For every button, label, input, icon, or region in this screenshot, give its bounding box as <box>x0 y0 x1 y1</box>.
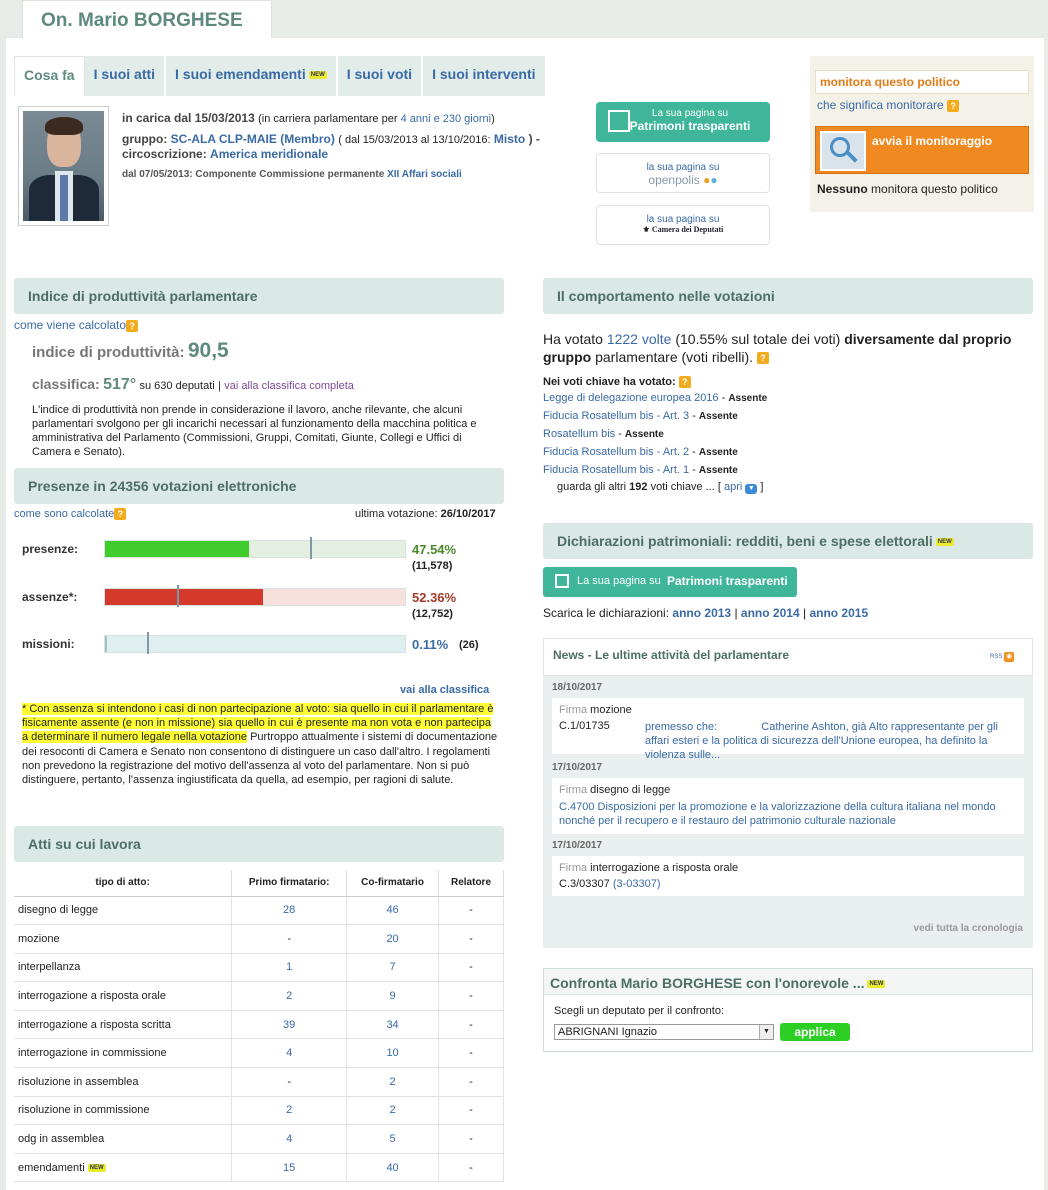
assenze-bar <box>104 588 406 606</box>
atti-header: Atti su cui lavora <box>14 826 504 862</box>
presenze-average-marker <box>310 537 312 559</box>
index-label: indice di produttività: <box>32 344 185 361</box>
presenze-how <box>14 508 126 520</box>
nessuno: Nessuno <box>817 182 868 196</box>
intro-post: parlamentare (voti ribelli). <box>595 349 754 365</box>
productivity-header: Indice di produttività parlamentare <box>14 278 504 314</box>
table-row <box>14 896 504 925</box>
table-row <box>14 982 504 1011</box>
confronto-label: Scegli un deputato per il confronto: <box>554 1005 725 1017</box>
atto-tipo: mozione <box>14 925 232 954</box>
carriera-link[interactable]: 4 anni e 230 giorni <box>400 113 492 125</box>
missioni-label: missioni: <box>22 637 75 651</box>
chevron-down-icon: ▼ <box>759 1025 773 1039</box>
profile-tabs <box>14 56 547 96</box>
monitor-count <box>817 182 998 196</box>
gruppo-label: gruppo: <box>122 132 168 146</box>
rss-link[interactable]: RSS ◉ <box>990 653 1013 660</box>
voti-chiave-list <box>543 392 767 482</box>
atti-table <box>14 870 504 1182</box>
politician-photo <box>18 106 109 226</box>
atto-relatore: - <box>439 896 504 925</box>
news-code: C.1/01735 <box>559 720 610 732</box>
circoscrizione-label: circoscrizione: <box>122 147 207 161</box>
list-item: Fiducia Rosatellum bis - Art. 3 - Assente <box>543 410 738 422</box>
tab-voti[interactable] <box>338 56 423 96</box>
voto-chiave-link[interactable]: Legge di delegazione europea 2016 <box>543 392 719 404</box>
commissione-text: dal 07/05/2013: Componente Commissione permanente <box>122 169 385 180</box>
chevron-down-icon[interactable]: ▼ <box>745 484 757 494</box>
help-icon[interactable]: ? <box>679 376 691 388</box>
profile-info <box>122 111 582 180</box>
atto-tipo: risoluzione in commissione <box>14 1096 232 1125</box>
presenze-bar <box>104 540 406 558</box>
footnote-rest: Purtroppo attualmente i sistemi di documentazione dei resoconti di Camera e Senato non consentono di distinguere un caso dall'altro. I regolamenti non prevedono la registrazione del motivo dell'assenza al voto del parlamentare. Non si può distinguere, pertanto, l'assenza ingiustificata da quella, ad esempio, per ragioni di salute. <box>22 731 498 787</box>
table-row <box>14 1039 504 1068</box>
atto-relatore: - <box>439 1096 504 1125</box>
atto-tipo: risoluzione in assemblea <box>14 1068 232 1097</box>
productivity-how <box>14 318 138 332</box>
col-relatore: Relatore <box>439 870 504 896</box>
atto-co[interactable]: 20 <box>347 925 439 954</box>
rss-icon: ◉ <box>1005 653 1013 660</box>
table-row <box>14 1125 504 1154</box>
voto-chiave-link[interactable]: Fiducia Rosatellum bis - Art. 1 <box>543 464 690 476</box>
voto-chiave-link[interactable]: Rosatellum bis <box>543 428 616 440</box>
news-date: 18/10/2017 <box>552 682 603 693</box>
atto-primo[interactable]: 1 <box>232 953 347 982</box>
dichiarazioni-anni: Scarica le dichiarazioni: anno 2013 | anno 2014 | anno 2015 <box>543 606 869 620</box>
assenze-count: (12,752) <box>412 608 453 620</box>
presenze-count: (11,578) <box>412 560 453 572</box>
help-icon[interactable]: ? <box>947 100 959 112</box>
voti-ribelli-link[interactable]: 1222 volte <box>606 331 672 347</box>
news-date: 17/10/2017 <box>552 840 603 851</box>
separator: | <box>218 380 221 392</box>
atto-co[interactable]: 10 <box>347 1039 439 1068</box>
help-icon[interactable]: ? <box>126 320 138 332</box>
atto-relatore: - <box>439 925 504 954</box>
missioni-average-marker <box>147 632 149 654</box>
anno-2015-link[interactable]: anno 2015 <box>809 606 869 620</box>
camera-logo-icon: ⚜ <box>642 225 650 234</box>
news-link[interactable]: C.4700 Disposizioni per la promozione e la valorizzazione della cultura italiana nel mondo nonché per il recupero e il restauro del patrimonio culturale nazionale <box>559 801 996 827</box>
classifica-completa-link[interactable]: vai alla classifica completa <box>224 380 354 392</box>
table-row <box>14 1153 504 1182</box>
news-box <box>543 638 1033 948</box>
voto-chiave-value: Assente <box>698 465 738 476</box>
tab-interventi[interactable] <box>423 56 546 96</box>
rank-total: su 630 deputati <box>139 380 215 392</box>
list-item: Fiducia Rosatellum bis - Art. 1 - Assente <box>543 464 738 476</box>
presenze-footnote <box>22 702 498 787</box>
productivity-rank <box>32 376 354 394</box>
gruppo-close: ) - <box>528 132 540 146</box>
atto-co[interactable]: 46 <box>347 896 439 925</box>
come-calcolato-link[interactable]: come viene calcolato <box>14 318 127 332</box>
atto-tipo: emendamenti NEW <box>14 1153 232 1182</box>
productivity-index <box>32 339 229 363</box>
voto-chiave-value: Assente <box>624 429 664 440</box>
new-badge: NEW <box>937 539 952 546</box>
presenze-pct: 47.54% <box>412 542 457 557</box>
classifica-link-wrap <box>400 684 489 696</box>
atto-relatore: - <box>439 1010 504 1039</box>
atto-relatore: - <box>439 982 504 1011</box>
votazioni-intro <box>543 330 1029 366</box>
others-count: 192 <box>629 481 648 493</box>
missioni-count: (26) <box>459 639 479 651</box>
voto-chiave-value: Assente <box>698 411 738 422</box>
list-item: Legge di delegazione europea 2016 - Assente <box>543 392 768 404</box>
atto-tipo: interpellanza <box>14 953 232 982</box>
atto-primo: - <box>232 1068 347 1097</box>
atto-tipo: odg in assemblea <box>14 1125 232 1154</box>
atto-co[interactable]: 9 <box>347 982 439 1011</box>
tab-label: I suoi interventi <box>432 66 536 82</box>
in-carica: in carica dal 15/03/2013 <box>122 111 255 125</box>
anno-2014-link[interactable]: anno 2014 <box>740 606 800 620</box>
btn-t2: Patrimoni trasparenti <box>667 574 788 588</box>
table-row <box>14 1096 504 1125</box>
magnifier-icon <box>820 131 866 171</box>
openpolis-t2: openpolis <box>648 173 700 187</box>
politician-name: On. Mario BORGHESE <box>41 10 243 31</box>
col-co: Co-firmatario <box>347 870 439 896</box>
applica-button[interactable]: applica <box>780 1023 850 1041</box>
presenze-bar-fill <box>105 541 249 557</box>
tab-cosa-fa[interactable] <box>14 56 85 96</box>
table-row <box>14 925 504 954</box>
atto-tipo: interrogazione in commissione <box>14 1039 232 1068</box>
tab-emendamenti[interactable] <box>166 56 338 96</box>
cronologia-link[interactable]: vedi tutta la cronologia <box>913 923 1023 934</box>
intro-bold: diversamente dal proprio gruppo <box>543 331 1012 365</box>
last-vote-date: 26/10/2017 <box>440 508 496 520</box>
votazioni-header: Il comportamento nelle votazioni <box>543 278 1033 314</box>
camera-t1: la sua pagina su <box>646 214 720 225</box>
gruppo-link[interactable]: SC-ALA CLP-MAIE (Membro) <box>170 132 335 146</box>
atto-co[interactable]: 7 <box>347 953 439 982</box>
table-row <box>14 1068 504 1097</box>
atto-relatore: - <box>439 1068 504 1097</box>
avvia-monitoraggio-button[interactable] <box>815 126 1029 174</box>
news-item: Firma interrogazione a risposta orale C.3/03307 (3-03307) <box>552 856 1024 896</box>
list-item: Rosatellum bis - Assente <box>543 428 664 440</box>
atto-primo: - <box>232 925 347 954</box>
atto-relatore: - <box>439 953 504 982</box>
help-icon[interactable]: ? <box>114 508 126 520</box>
patrimoni-t1: La sua pagina su <box>651 108 729 119</box>
atto-tipo: disegno di legge <box>14 896 232 925</box>
table-row <box>14 953 504 982</box>
rank-value: 517° <box>103 376 137 393</box>
cube-icon <box>608 110 630 132</box>
voti-chiave-others: guarda gli altri 192 voti chiave ... [ apri ▼ ] <box>557 481 764 493</box>
monitor-what-link[interactable]: che significa monitorare <box>817 98 944 112</box>
dichiarazioni-header: Dichiarazioni patrimoniali: redditi, beni e spese elettorali NEW <box>543 523 1033 559</box>
tab-atti[interactable] <box>85 56 166 96</box>
voto-chiave-value: Assente <box>728 393 768 404</box>
presenze-header: Presenze in 24356 votazioni elettroniche <box>14 468 504 504</box>
camera-t2: Camera dei Deputati <box>651 225 724 234</box>
circoscrizione-link[interactable]: America meridionale <box>210 147 329 161</box>
voto-chiave-link[interactable]: Fiducia Rosatellum bis - Art. 3 <box>543 410 690 422</box>
deputato-selected: ABRIGNANI Ignazio <box>558 1026 658 1038</box>
atto-tipo: interrogazione a risposta orale <box>14 982 232 1011</box>
atto-relatore: - <box>439 1153 504 1182</box>
atto-co[interactable]: 34 <box>347 1010 439 1039</box>
apri-link[interactable]: apri <box>723 481 743 493</box>
news-link[interactable]: (3-03307) <box>612 878 661 890</box>
intro-mid: (10.55% sul totale dei voti) <box>675 331 841 347</box>
intro-pre: Ha votato <box>543 331 603 347</box>
monitor-title: monitora questo politico <box>815 70 1029 94</box>
atto-primo[interactable]: 28 <box>232 896 347 925</box>
confronto-header: Confronta Mario BORGHESE con l'onorevole ... <box>550 975 865 991</box>
news-link[interactable]: premesso che: Catherine Ashton, già Alto rappresentante per gli affari esteri e la politica di sicurezza dell'Unione europea, ha definito la violenza sulle... <box>645 721 998 761</box>
voto-chiave-link[interactable]: Fiducia Rosatellum bis - Art. 2 <box>543 446 690 458</box>
voto-chiave-value: Assente <box>698 447 738 458</box>
camera-button[interactable] <box>596 205 770 245</box>
list-item: Fiducia Rosatellum bis - Art. 2 - Assente <box>543 446 738 458</box>
col-tipo: tipo di atto: <box>14 870 232 896</box>
deputato-select[interactable] <box>554 1024 774 1040</box>
news-item: Firma mozione C.1/01735 premesso che: Catherine Ashton, già Alto rappresentante per gli affari esteri e la politica di sicurezza dell'Unione europea, ha definito la violenza sulle... <box>552 698 1024 754</box>
confronto-box <box>543 968 1033 1052</box>
assenze-label: assenze*: <box>22 590 78 604</box>
news-item: Firma disegno di legge C.4700 Disposizioni per la promozione e la valorizzazione della cultura italiana nel mondo nonché per il recupero e il restauro del patrimonio culturale nazionale <box>552 778 1024 834</box>
assenze-pct: 52.36% <box>412 590 457 605</box>
come-calcolate-link[interactable]: come sono calcolate <box>14 508 115 520</box>
patrimoni-button[interactable] <box>596 102 770 142</box>
new-badge: NEW <box>869 981 884 988</box>
gruppo-prev-link[interactable]: Misto <box>493 132 526 146</box>
productivity-note: L'indice di produttività non prende in considerazione il lavoro, anche rilevante, che alcuni parlamentari svolgono per gli incarichi necessari al funzionamento della macchina politica e amministrativa del Parlamento (Commissioni, Gruppi, Comitati, Giunte, Collegi e Uffici di Camera e Senato). <box>32 404 477 458</box>
col-primo: Primo firmatario: <box>232 870 347 896</box>
tab-label: I suoi voti <box>346 66 413 82</box>
atto-relatore: - <box>439 1039 504 1068</box>
atto-primo[interactable]: 15 <box>232 1153 347 1182</box>
missioni-pct: 0.11% <box>412 637 449 652</box>
gruppo-range: ( dal 15/03/2013 al 13/10/2016: <box>338 134 491 146</box>
missioni-bar <box>104 635 406 653</box>
atto-primo[interactable]: 2 <box>232 982 347 1011</box>
politician-name-tab <box>22 0 272 38</box>
atto-primo[interactable]: 39 <box>232 1010 347 1039</box>
openpolis-button[interactable]: la sua pagina su openpolis ●● <box>596 153 770 193</box>
cube-icon <box>555 574 569 588</box>
missioni-bar-fill <box>105 636 107 652</box>
vai-classifica-link[interactable]: vai alla classifica <box>400 684 490 696</box>
help-icon[interactable]: ? <box>757 352 769 364</box>
openpolis-t1: la sua pagina su <box>646 162 720 173</box>
monitor-help <box>817 98 959 112</box>
rank-label: classifica: <box>32 376 100 392</box>
atto-primo[interactable]: 4 <box>232 1039 347 1068</box>
assenze-bar-fill <box>105 589 263 605</box>
tab-label: I suoi emendamenti <box>175 66 306 82</box>
carriera: (in carriera parlamentare per 4 anni e 230 giorni) <box>258 113 495 125</box>
footnote-highlight: * Con assenza si intendono i casi di non partecipazione al voto: sia quello in cui il parlamentare è fisicamente assente (e non in missione) sia quello in cui è presente ma non vota e non partecipa a determinare il numero legale nella votazione <box>22 703 494 744</box>
presenze-label: presenze: <box>22 542 79 556</box>
atto-co[interactable]: 2 <box>347 1096 439 1125</box>
atto-co[interactable]: 40 <box>347 1153 439 1182</box>
voti-chiave-label: Nei voti chiave ha votato: ? <box>543 376 691 388</box>
new-badge: NEW <box>310 72 325 79</box>
tab-label: I suoi atti <box>93 66 156 82</box>
avvia-label: avvia il monitoraggio <box>872 134 993 148</box>
new-badge: NEW <box>89 1164 104 1171</box>
atti-table-wrap <box>14 870 504 1182</box>
index-value: 90,5 <box>187 339 229 362</box>
photo-image <box>23 111 104 221</box>
atto-relatore: - <box>439 1125 504 1154</box>
atto-primo[interactable]: 4 <box>232 1125 347 1154</box>
nessuno-rest: monitora questo politico <box>871 182 998 196</box>
anno-2013-link[interactable]: anno 2013 <box>672 606 732 620</box>
last-vote <box>355 508 496 520</box>
atto-primo[interactable]: 2 <box>232 1096 347 1125</box>
news-header: News - Le ultime attività del parlamentare <box>553 648 790 662</box>
assenze-average-marker <box>177 585 179 607</box>
atto-co[interactable]: 5 <box>347 1125 439 1154</box>
openpolis-logo-icon: ● <box>703 173 711 187</box>
news-code: C.3/03307 <box>559 878 610 890</box>
dichiarazioni-patrimoni-button[interactable] <box>543 567 797 597</box>
table-row <box>14 1010 504 1039</box>
last-vote-label: ultima votazione: <box>355 508 438 520</box>
patrimoni-t2: Patrimoni trasparenti <box>629 119 751 133</box>
atto-tipo: interrogazione a risposta scritta <box>14 1010 232 1039</box>
tab-label: Cosa fa <box>24 67 75 83</box>
atto-co[interactable]: 2 <box>347 1068 439 1097</box>
news-date: 17/10/2017 <box>552 762 603 773</box>
btn-t1: La sua pagina su <box>577 575 661 587</box>
commissione-link[interactable]: XII Affari sociali <box>387 169 462 180</box>
